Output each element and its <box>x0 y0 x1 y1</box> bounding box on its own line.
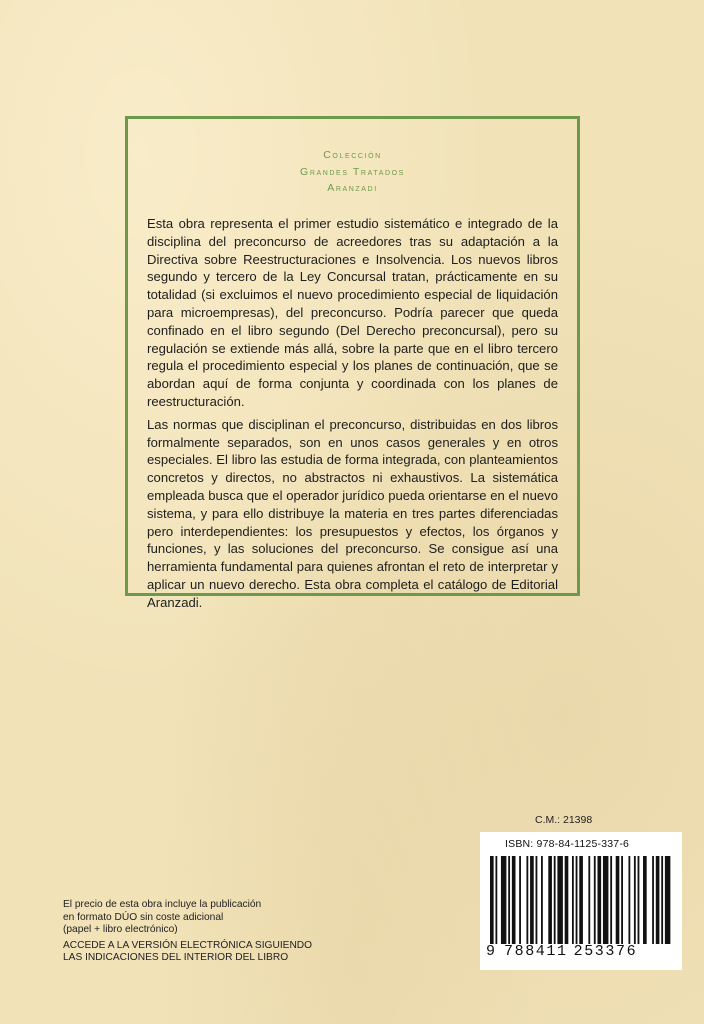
duo-note-line-1: El precio de esta obra incluye la publicación <box>63 899 262 910</box>
description-paragraph-2: Las normas que disciplinan el preconcurso, distribuidas en dos libros formalmente separados, son en unos casos generales y en otros especiales. El libro las estudia de forma integrada, con planteamientos concretos y directos, no abstractos ni exhaustivos. La sistemática empleada busca que el operador jurídico pueda orientarse en el nuevo sistema, y para ello distribuye la materia en tres partes diferenciadas pero interdependientes: los presupuestos y efectos, los órganos y funciones, y las soluciones del preconcurso. Se consigue así una herramienta fundamental para quienes afrontan el reto de interpretar y aplicar un nuevo derecho. Esta obra completa el catálogo de Editorial Aranzadi. <box>147 416 558 610</box>
duo-note-line-5: LAS INDICACIONES DEL INTERIOR DEL LIBRO <box>63 952 289 964</box>
duo-note-line-2: en formato DÚO sin coste adicional <box>63 911 224 923</box>
isbn-label: ISBN: 978-84-1125-337-6 <box>505 838 630 850</box>
duo-note-line-3: (papel + libro electrónico) <box>63 924 178 936</box>
barcode-digits <box>486 943 678 960</box>
description-paragraph-1: Esta obra representa el primer estudio sistemático e integrado de la disciplina del preconcurso de acreedores tras su adaptación a la Directiva sobre Reestructuraciones e Insolvencia. Los nuevos libros segundo y tercero de la Ley Concursal tratan, prácticamente en su totalidad (si excluimos el nuevo procedimiento especial de liquidación para microempresas), del preconcurso. Podría parecer que queda confinado en el libro segundo (Del Derecho preconcursal), pero su regulación se extiende más allá, sobre la parte que en el libro tercero regula el procedimiento especial y los planes de continuación, que se abordan aquí de forma conjunta y coordinada con los planes de reestructuración. <box>147 216 558 409</box>
collection-line-1: Colección <box>323 149 382 161</box>
barcode-icon <box>490 856 674 944</box>
barcode-panel <box>480 832 682 970</box>
book-description <box>147 215 558 612</box>
duo-note-line-4: ACCEDE A LA VERSIÓN ELECTRÓNICA SIGUIENDO <box>63 939 313 951</box>
collection-line-3: Aranzadi <box>327 182 378 194</box>
cm-code: C.M.: 21398 <box>535 814 593 826</box>
barcode-lead-digit: 9 <box>486 943 496 960</box>
barcode-group-1: 788411 <box>504 943 568 960</box>
collection-line-2: Grandes Tratados <box>300 165 405 178</box>
duo-format-note <box>63 899 343 965</box>
barcode-group-2: 253376 <box>573 943 638 960</box>
collection-title <box>128 147 577 197</box>
